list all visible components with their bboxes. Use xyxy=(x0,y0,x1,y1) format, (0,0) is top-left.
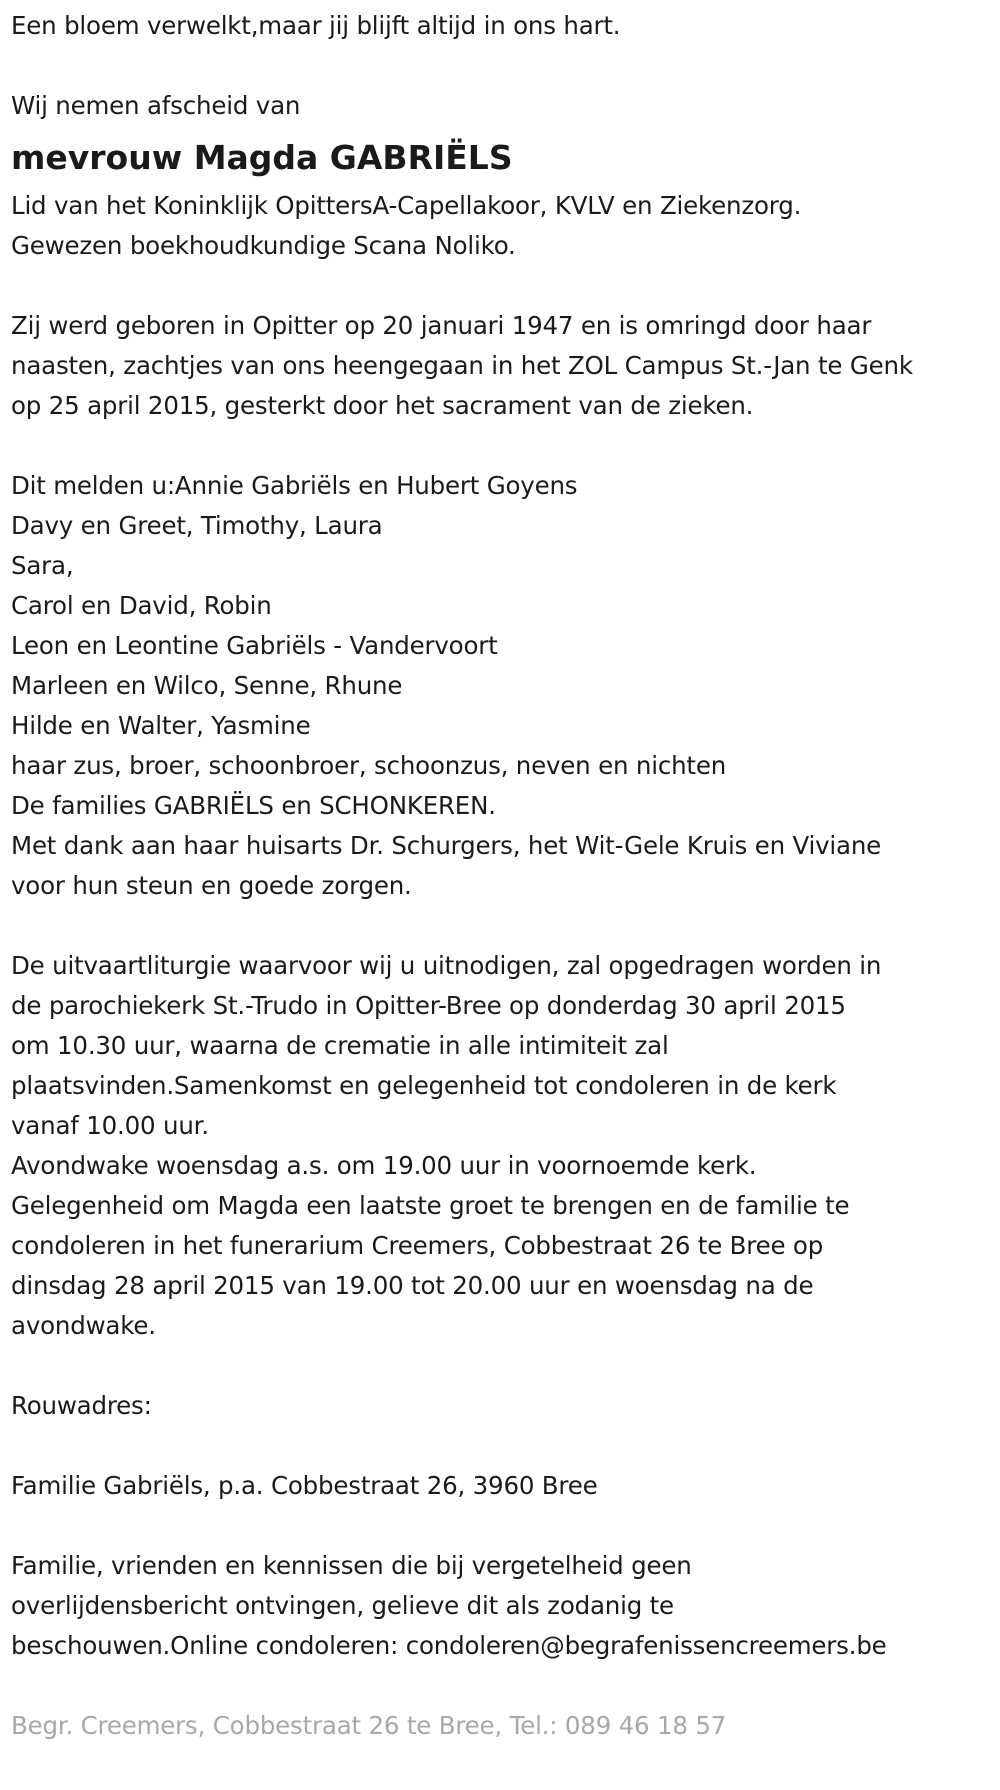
ceremony-line: de parochiekerk St.-Trudo in Opitter-Bree op donderdag 30 april 2015 xyxy=(11,991,846,1020)
affiliation-line: Gewezen boekhoudkundige Scana Noliko. xyxy=(11,231,516,260)
announcer-line: Carol en David, Robin xyxy=(11,591,272,620)
closing-paragraph xyxy=(11,1546,996,1666)
paragraph-line: Zij werd geboren in Opitter op 20 januari 1947 en is omringd door haar xyxy=(11,311,872,340)
paragraph-line: op 25 april 2015, gesterkt door het sacrament van de zieken. xyxy=(11,391,754,420)
closing-line: beschouwen.Online condoleren: condoleren@begrafenissencreemers.be xyxy=(11,1631,887,1660)
paragraph-line: naasten, zachtjes van ons heengegaan in het ZOL Campus St.-Jan te Genk xyxy=(11,351,913,380)
announcer-line: haar zus, broer, schoonbroer, schoonzus, neven en nichten xyxy=(11,751,727,780)
spacer xyxy=(11,906,996,946)
mourning-address: Familie Gabriëls, p.a. Cobbestraat 26, 3960 Bree xyxy=(11,1471,598,1500)
announcer-line: voor hun steun en goede zorgen. xyxy=(11,871,412,900)
opening-quote: Een bloem verwelkt,maar jij blijft altijd in ons hart. xyxy=(11,11,621,40)
announcer-line: Hilde en Walter, Yasmine xyxy=(11,711,311,740)
ceremony-line: avondwake. xyxy=(11,1311,156,1340)
obituary-notice xyxy=(11,6,996,1746)
affiliations xyxy=(11,186,996,266)
ceremony-line: condoleren in het funerarium Creemers, Cobbestraat 26 te Bree op xyxy=(11,1231,824,1260)
spacer xyxy=(11,1426,996,1466)
announcer-line: Marleen en Wilco, Senne, Rhune xyxy=(11,671,403,700)
announcer-line: Leon en Leontine Gabriëls - Vandervoort xyxy=(11,631,498,660)
birth-death-paragraph xyxy=(11,306,996,426)
announcers-list xyxy=(11,466,996,906)
spacer xyxy=(11,266,996,306)
ceremony-line: Avondwake woensdag a.s. om 19.00 uur in voornoemde kerk. xyxy=(11,1151,757,1180)
funeral-home-footer: Begr. Creemers, Cobbestraat 26 te Bree, Tel.: 089 46 18 57 xyxy=(11,1711,727,1740)
ceremony-line: om 10.30 uur, waarna de crematie in alle intimiteit zal xyxy=(11,1031,669,1060)
announcer-line: De families GABRIËLS en SCHONKEREN. xyxy=(11,791,496,820)
closing-line: Familie, vrienden en kennissen die bij vergetelheid geen xyxy=(11,1551,692,1580)
spacer xyxy=(11,426,996,466)
closing-line: overlijdensbericht ontvingen, gelieve dit als zodanig te xyxy=(11,1591,674,1620)
spacer xyxy=(11,46,996,86)
ceremony-line: plaatsvinden.Samenkomst en gelegenheid tot condoleren in de kerk xyxy=(11,1071,837,1100)
affiliation-line: Lid van het Koninklijk OpittersA-Capellakoor, KVLV en Ziekenzorg. xyxy=(11,191,802,220)
deceased-name: mevrouw Magda GABRIËLS xyxy=(11,138,513,177)
ceremony-line: vanaf 10.00 uur. xyxy=(11,1111,209,1140)
announcer-line: Davy en Greet, Timothy, Laura xyxy=(11,511,383,540)
address-label: Rouwadres: xyxy=(11,1391,152,1420)
spacer xyxy=(11,1666,996,1706)
ceremony-line: De uitvaartliturgie waarvoor wij u uitnodigen, zal opgedragen worden in xyxy=(11,951,882,980)
ceremony-line: dinsdag 28 april 2015 van 19.00 tot 20.00 uur en woensdag na de xyxy=(11,1271,814,1300)
spacer xyxy=(11,1346,996,1386)
announcer-line: Met dank aan haar huisarts Dr. Schurgers, het Wit-Gele Kruis en Viviane xyxy=(11,831,882,860)
ceremony-paragraph xyxy=(11,946,996,1346)
intro-text: Wij nemen afscheid van xyxy=(11,91,301,120)
spacer xyxy=(11,1506,996,1546)
ceremony-line: Gelegenheid om Magda een laatste groet te brengen en de familie te xyxy=(11,1191,850,1220)
announcer-line: Dit melden u:Annie Gabriëls en Hubert Goyens xyxy=(11,471,578,500)
announcer-line: Sara, xyxy=(11,551,74,580)
